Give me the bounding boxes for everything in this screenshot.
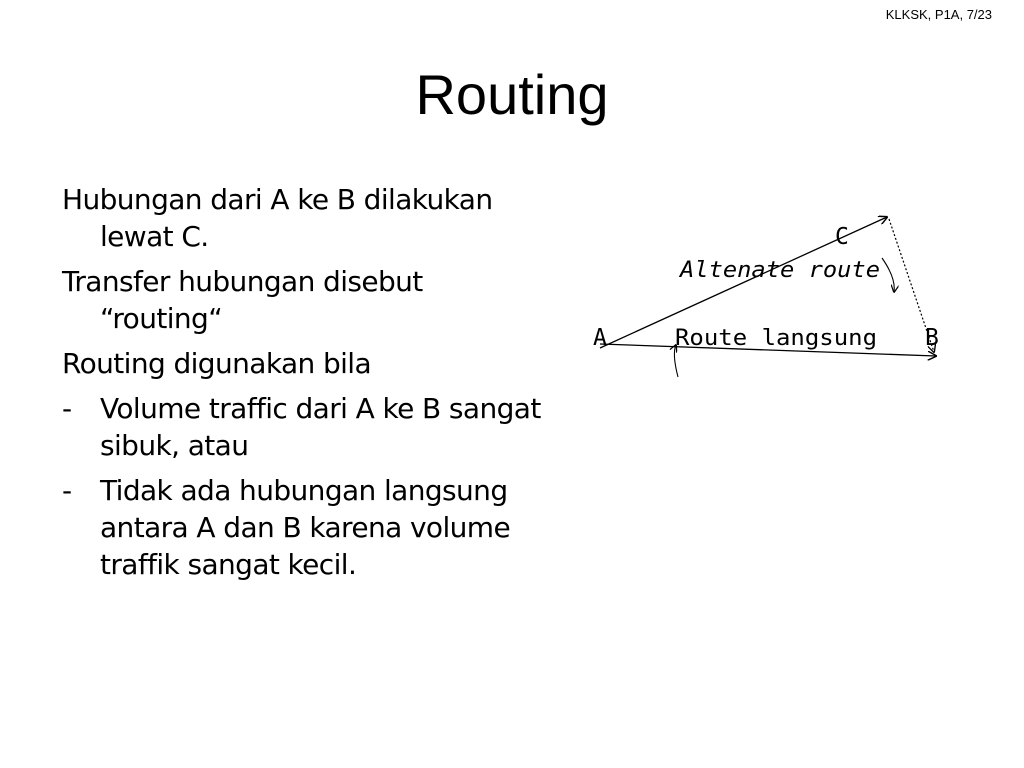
- dash-item-busy-traffic: [62, 391, 552, 465]
- content-text: [62, 182, 552, 592]
- dash-item-text: Tidak ada hubungan langsung antara A dan B karena volume traffik sangat kecil.: [100, 473, 511, 581]
- paragraph-connection: Hubungan dari A ke B dilakukan lewat C.: [62, 183, 493, 253]
- direct-route-label: Route langsung: [675, 326, 877, 351]
- dash-item-no-direct-link: [62, 473, 552, 584]
- slide-number: KLKSK, P1A, 7/23: [885, 7, 992, 22]
- routing-diagram: [580, 200, 960, 390]
- node-a-label: A: [593, 325, 607, 351]
- node-b-label: B: [925, 325, 939, 351]
- alternate-route-label: Altenate route: [677, 258, 880, 283]
- paragraph-routing-usage: Routing digunakan bila: [62, 346, 372, 380]
- dash-marker: -: [62, 473, 72, 507]
- paragraph-routing-definition: Transfer hubungan disebut “routing“: [62, 264, 423, 335]
- slide-title: Routing: [415, 63, 609, 126]
- node-c-label: C: [835, 224, 849, 250]
- alternate-route-arrow: [882, 258, 894, 292]
- dash-item-text: Volume traffic dari A ke B sangat sibuk, atau: [100, 391, 541, 462]
- dash-marker: -: [62, 391, 72, 425]
